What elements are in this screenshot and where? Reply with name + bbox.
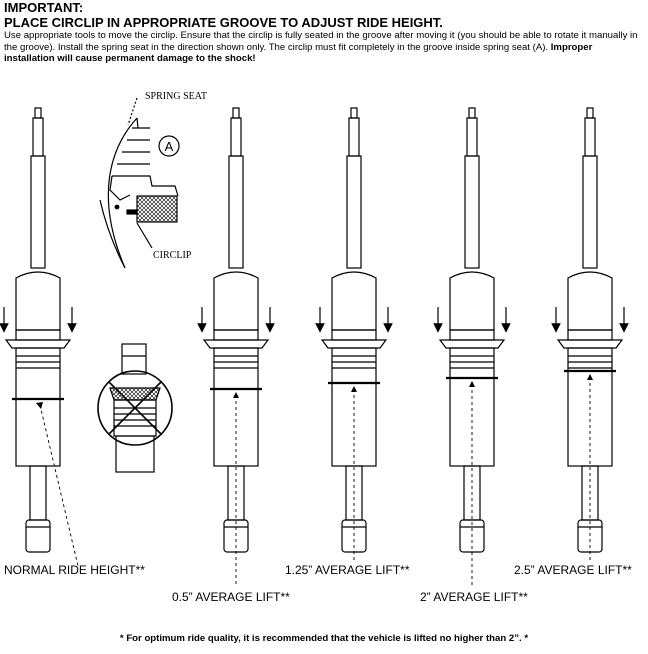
- rod-thread: [585, 118, 595, 156]
- leader-arrowhead: [351, 386, 357, 392]
- spring-seat: [6, 340, 70, 348]
- shock-label-2-5: 2.5” AVERAGE LIFT**: [514, 563, 632, 577]
- shock-absorber: [320, 108, 388, 560]
- piston-rod: [583, 156, 597, 268]
- rod-tip: [233, 108, 239, 118]
- shock-absorber: [4, 108, 78, 566]
- lower-eyelet: [26, 520, 50, 552]
- circlip-mark: [127, 210, 137, 214]
- spring-seat-label: SPRING SEAT: [145, 91, 207, 102]
- spring-seat: [558, 340, 622, 348]
- piston-rod: [465, 156, 479, 268]
- wrong-orientation-illustration: [98, 344, 172, 472]
- piston-rod: [31, 156, 45, 268]
- leader-arrowhead: [587, 374, 593, 380]
- leader-arrowhead: [36, 402, 43, 409]
- spring-seat: [440, 340, 504, 348]
- rod-thread: [349, 118, 359, 156]
- rod-thread: [231, 118, 241, 156]
- callout-a-text: A: [164, 139, 174, 154]
- shock-body-top: [16, 272, 60, 330]
- leader-arrowhead: [233, 392, 239, 398]
- shock-label-1-25: 1.25” AVERAGE LIFT**: [285, 563, 410, 577]
- collar: [568, 330, 612, 340]
- shock-absorber: [556, 108, 624, 560]
- rod-tip: [351, 108, 357, 118]
- lower-stem: [30, 466, 46, 520]
- circlip-label: CIRCLIP: [153, 250, 192, 261]
- rod-tip: [469, 108, 475, 118]
- shock-label-0-5: 0.5” AVERAGE LIFT**: [172, 590, 290, 604]
- rod-thread: [467, 118, 477, 156]
- shock-label-normal: NORMAL RIDE HEIGHT**: [4, 563, 145, 577]
- shock-body-top: [450, 272, 494, 330]
- rod-thread: [33, 118, 43, 156]
- footnote: * For optimum ride quality, it is recommended that the vehicle is lifted no higher than 2”. *: [119, 633, 529, 644]
- instructions-body: Use appropriate tools to move the circlip. Ensure that the circlip is fully seated in the groove after moving it (you should be able to rotate it manually in the groove). Install the spring seat in the direction shown only. The circlip must fit completely in the groove inside spring seat (A).: [4, 30, 638, 53]
- shock-body: [16, 348, 60, 466]
- spring-seat: [204, 340, 268, 348]
- spring-seat: [322, 340, 386, 348]
- shock-body-top: [568, 272, 612, 330]
- important-heading: IMPORTANT:: [4, 0, 84, 15]
- shock-label-2: 2” AVERAGE LIFT**: [420, 590, 528, 604]
- piston-rod: [347, 156, 361, 268]
- warning-text: Improper installation will cause permanent damage to the shock!: [4, 41, 593, 65]
- rod-tip: [35, 108, 41, 118]
- shock-absorber: [202, 108, 270, 585]
- collar: [332, 330, 376, 340]
- spring-seat-detail: [100, 98, 179, 268]
- rod-tip: [587, 108, 593, 118]
- page-title: PLACE CIRCLIP IN APPROPRIATE GROOVE TO ADJUST RIDE HEIGHT.: [4, 15, 443, 30]
- collar: [16, 330, 60, 340]
- shock-absorber: [438, 108, 506, 585]
- leader-arrowhead: [469, 381, 475, 387]
- collar: [450, 330, 494, 340]
- collar: [214, 330, 258, 340]
- piston-rod: [229, 156, 243, 268]
- shock-body-top: [214, 272, 258, 330]
- shock-body: [450, 348, 494, 466]
- shock-body-top: [332, 272, 376, 330]
